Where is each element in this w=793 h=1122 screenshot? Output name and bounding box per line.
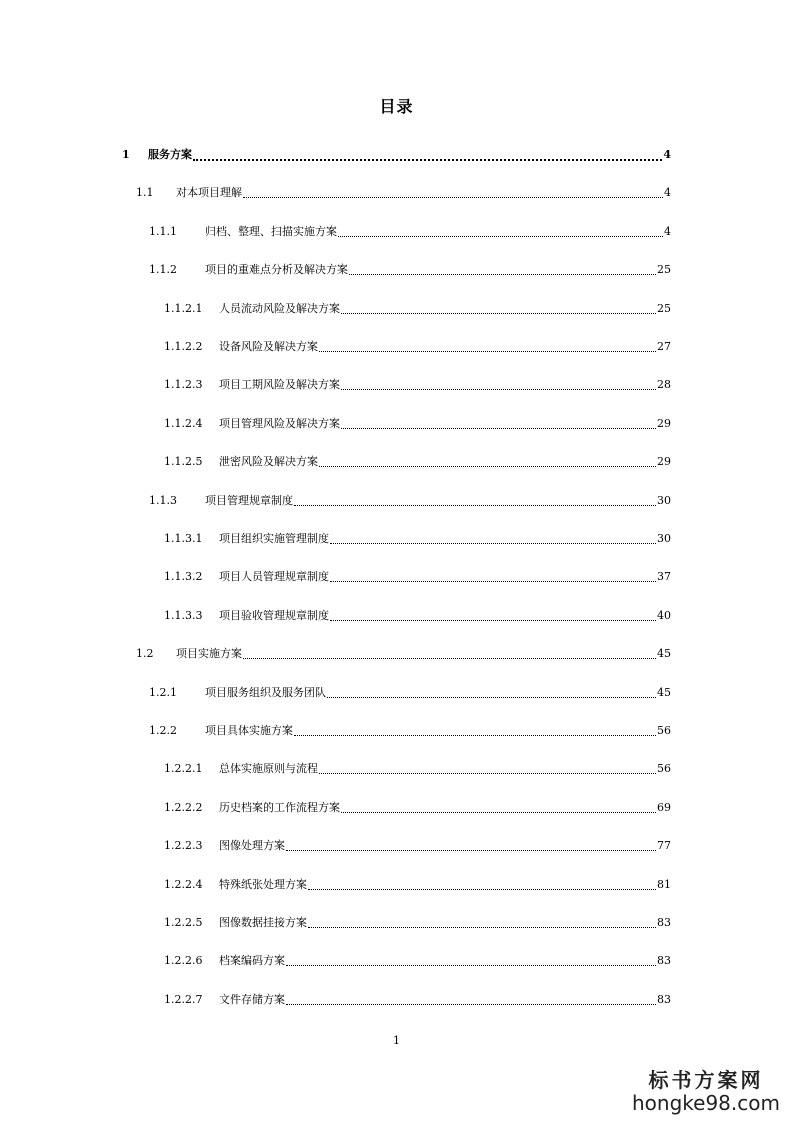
toc-entry-number: 1.2.2.6 bbox=[164, 954, 203, 967]
toc-entry[interactable] bbox=[149, 262, 671, 278]
toc-entry[interactable] bbox=[164, 339, 671, 355]
toc-dot-leader bbox=[308, 878, 656, 890]
toc-entry-number: 1.1 bbox=[136, 186, 154, 199]
toc-dot-leader bbox=[341, 417, 656, 429]
toc-entry[interactable] bbox=[164, 531, 671, 547]
toc-entry[interactable] bbox=[164, 953, 671, 969]
toc-dot-leader bbox=[294, 724, 656, 736]
toc-entry-page: 77 bbox=[657, 839, 671, 852]
toc-entry-page: 28 bbox=[657, 378, 671, 391]
toc-dot-leader bbox=[319, 762, 656, 774]
toc-entry-page: 25 bbox=[657, 302, 671, 315]
toc-entry-page: 4 bbox=[664, 186, 671, 199]
toc-entry-label: 文件存储方案 bbox=[219, 993, 285, 1006]
toc-dot-leader bbox=[286, 954, 656, 966]
toc-dot-leader bbox=[308, 916, 656, 928]
toc-entry-page: 45 bbox=[657, 686, 671, 699]
toc-entry-label: 项目工期风险及解决方案 bbox=[219, 378, 340, 391]
toc-entry-label: 图像处理方案 bbox=[219, 839, 285, 852]
toc-dot-leader bbox=[338, 225, 663, 237]
toc-entry-label: 特殊纸张处理方案 bbox=[219, 878, 307, 891]
toc-entry[interactable] bbox=[164, 992, 671, 1008]
toc-entry-label: 项目的重难点分析及解决方案 bbox=[205, 263, 348, 276]
toc-entry-page: 4 bbox=[664, 225, 671, 238]
toc-entry-label: 项目具体实施方案 bbox=[205, 724, 293, 737]
toc-entry-label: 历史档案的工作流程方案 bbox=[219, 801, 340, 814]
toc-entry-label: 项目组织实施管理制度 bbox=[219, 532, 329, 545]
toc-entry-page: 25 bbox=[657, 263, 671, 276]
toc-entry-number: 1.1.3.3 bbox=[164, 609, 203, 622]
toc-entry-number: 1.2.2 bbox=[149, 724, 177, 737]
toc-entry-page: 4 bbox=[663, 148, 671, 161]
toc-entry[interactable] bbox=[149, 685, 671, 701]
toc-dot-leader bbox=[243, 647, 656, 659]
toc-entry-page: 30 bbox=[657, 494, 671, 507]
toc-entry-number: 1.1.2.3 bbox=[164, 378, 203, 391]
toc-entry-label: 项目管理规章制度 bbox=[205, 494, 293, 507]
toc-dot-leader bbox=[286, 993, 656, 1005]
toc-entry-number: 1.2.2.7 bbox=[164, 993, 203, 1006]
toc-entry-page: 56 bbox=[657, 762, 671, 775]
toc-entry[interactable] bbox=[164, 569, 671, 585]
toc-dot-leader bbox=[319, 340, 656, 352]
toc-entry-label: 总体实施原则与流程 bbox=[219, 762, 318, 775]
toc-entry[interactable] bbox=[164, 877, 671, 893]
page-number: 1 bbox=[393, 1034, 400, 1047]
toc-entry-number: 1.2.2.4 bbox=[164, 878, 203, 891]
toc-dot-leader bbox=[341, 302, 656, 314]
toc-entry[interactable] bbox=[149, 723, 671, 739]
toc-entry-page: 83 bbox=[657, 916, 671, 929]
watermark-logo bbox=[631, 1068, 781, 1114]
toc-entry-page: 56 bbox=[657, 724, 671, 737]
toc-dot-leader bbox=[243, 186, 663, 198]
toc-entry-number: 1.1.2.5 bbox=[164, 455, 203, 468]
toc-entry[interactable] bbox=[164, 377, 671, 393]
toc-entry-number: 1.2.2.5 bbox=[164, 916, 203, 929]
toc-entry-label: 项目实施方案 bbox=[176, 647, 242, 660]
toc-entry-label: 项目管理风险及解决方案 bbox=[219, 417, 340, 430]
toc-entry[interactable] bbox=[136, 185, 671, 201]
toc-entry-label: 项目人员管理规章制度 bbox=[219, 570, 329, 583]
toc-entry[interactable] bbox=[164, 608, 671, 624]
toc-dot-leader bbox=[286, 839, 656, 851]
toc-dot-leader bbox=[193, 148, 662, 161]
toc-entry-page: 40 bbox=[657, 609, 671, 622]
toc-entry-label: 图像数据挂接方案 bbox=[219, 916, 307, 929]
toc-entry[interactable] bbox=[149, 224, 671, 240]
toc-entry-label: 泄密风险及解决方案 bbox=[219, 455, 318, 468]
toc-entry-label: 人员流动风险及解决方案 bbox=[219, 302, 340, 315]
toc-dot-leader bbox=[341, 378, 656, 390]
toc-entry[interactable] bbox=[164, 915, 671, 931]
toc-entry-label: 档案编码方案 bbox=[219, 954, 285, 967]
toc-entry-number: 1.2.2.3 bbox=[164, 839, 203, 852]
watermark-text-en: hongke98.com bbox=[632, 1091, 780, 1115]
toc-entry-page: 69 bbox=[657, 801, 671, 814]
toc-dot-leader bbox=[327, 686, 656, 698]
toc-entry[interactable] bbox=[164, 838, 671, 854]
toc-entry-page: 30 bbox=[657, 532, 671, 545]
toc-entry-number: 1.1.2.1 bbox=[164, 302, 203, 315]
toc-entry[interactable] bbox=[164, 454, 671, 470]
toc-entry-number: 1.2.2.2 bbox=[164, 801, 203, 814]
toc-entry-page: 29 bbox=[657, 417, 671, 430]
toc-entry-label: 设备风险及解决方案 bbox=[219, 340, 318, 353]
toc-dot-leader bbox=[349, 263, 656, 275]
toc-entry-label: 对本项目理解 bbox=[176, 186, 242, 199]
toc-entry-number: 1.2.2.1 bbox=[164, 762, 203, 775]
toc-entry[interactable] bbox=[122, 147, 671, 163]
toc-entry-page: 37 bbox=[657, 570, 671, 583]
toc-entry-number: 1.2 bbox=[136, 647, 154, 660]
toc-entry[interactable] bbox=[164, 800, 671, 816]
toc-entry-number: 1 bbox=[122, 148, 130, 161]
toc-title: 目录 bbox=[379, 97, 414, 116]
toc-entry-label: 服务方案 bbox=[148, 148, 192, 161]
toc-entry-number: 1.1.2 bbox=[149, 263, 177, 276]
toc-dot-leader bbox=[330, 532, 656, 544]
toc-dot-leader bbox=[319, 455, 656, 467]
toc-dot-leader bbox=[294, 494, 656, 506]
toc-entry-page: 27 bbox=[657, 340, 671, 353]
toc-entry[interactable] bbox=[164, 301, 671, 317]
toc-entry-label: 项目服务组织及服务团队 bbox=[205, 686, 326, 699]
toc-entry-page: 45 bbox=[657, 647, 671, 660]
toc-entry[interactable] bbox=[164, 761, 671, 777]
toc-entry-label: 归档、整理、扫描实施方案 bbox=[205, 225, 337, 238]
toc-entry-page: 83 bbox=[657, 954, 671, 967]
toc-entry-number: 1.1.3.2 bbox=[164, 570, 203, 583]
toc-dot-leader bbox=[330, 609, 656, 621]
toc-dot-leader bbox=[330, 570, 656, 582]
toc-entry-number: 1.1.3.1 bbox=[164, 532, 203, 545]
toc-entry-page: 83 bbox=[657, 993, 671, 1006]
toc-entry-number: 1.1.1 bbox=[149, 225, 177, 238]
toc-entry[interactable] bbox=[149, 493, 671, 509]
toc-dot-leader bbox=[341, 801, 656, 813]
toc-entry-number: 1.2.1 bbox=[149, 686, 177, 699]
toc-entry-number: 1.1.2.4 bbox=[164, 417, 203, 430]
toc-entry-number: 1.1.2.2 bbox=[164, 340, 203, 353]
toc-entry[interactable] bbox=[136, 646, 671, 662]
watermark-text-cn: 标书方案网 bbox=[648, 1068, 764, 1092]
toc-entry[interactable] bbox=[164, 416, 671, 432]
toc-entry-page: 29 bbox=[657, 455, 671, 468]
toc-entry-number: 1.1.3 bbox=[149, 494, 177, 507]
toc-entry-label: 项目验收管理规章制度 bbox=[219, 609, 329, 622]
toc-entry-page: 81 bbox=[657, 878, 671, 891]
